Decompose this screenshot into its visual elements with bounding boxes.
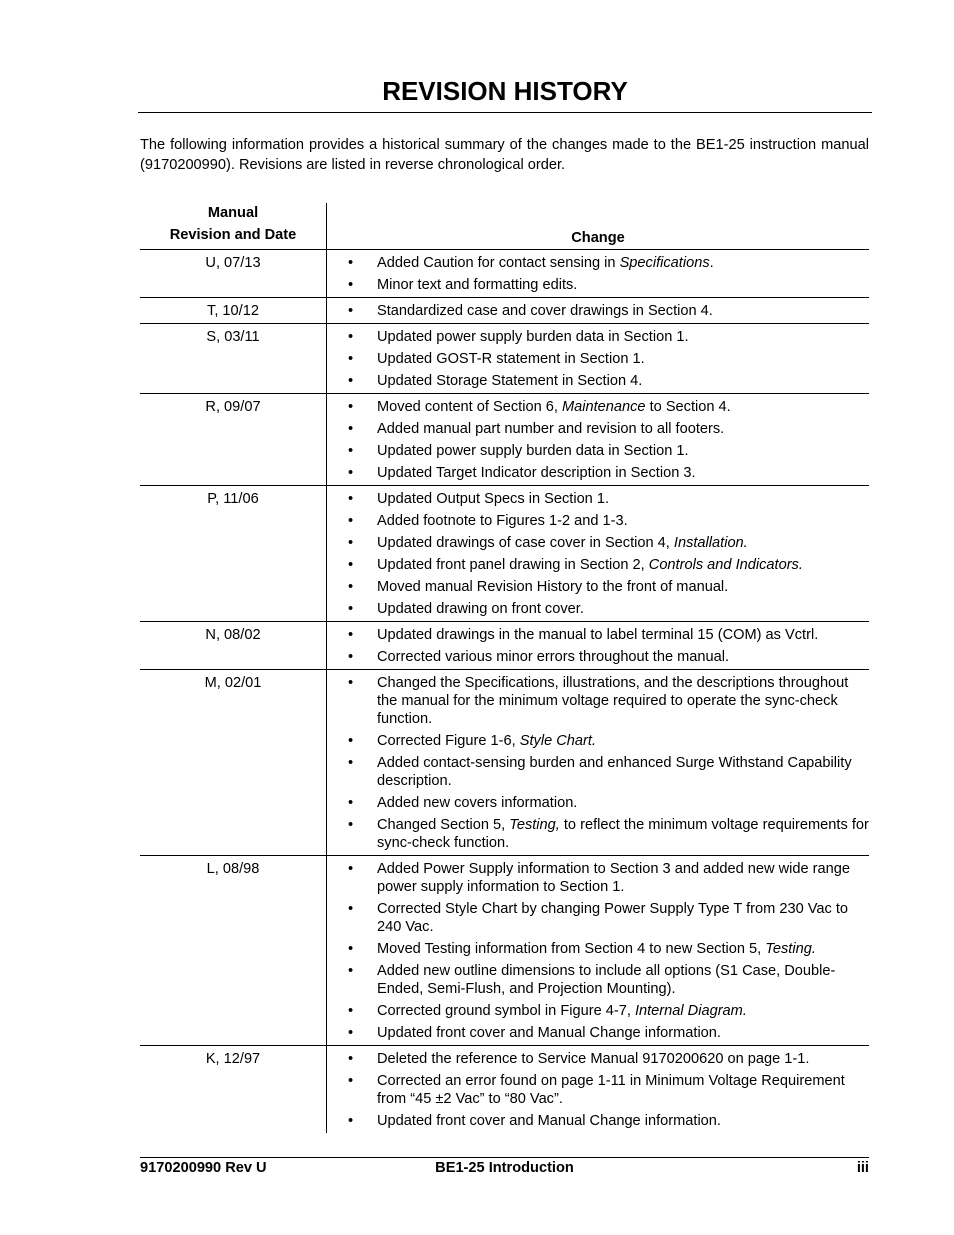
- change-item: [327, 578, 869, 596]
- change-item: [327, 1024, 869, 1042]
- table-row: [140, 486, 869, 622]
- table-row: [140, 394, 869, 486]
- change-cell: [327, 298, 869, 323]
- page-footer: [140, 1160, 869, 1180]
- revision-date-cell: P, 11/06: [140, 486, 327, 621]
- bullet-icon: •: [348, 627, 354, 643]
- change-text-italic: Testing.: [765, 941, 816, 957]
- change-text-italic: Controls and Indicators.: [648, 557, 803, 573]
- bullet-icon: •: [348, 421, 354, 437]
- change-text: Added Caution for contact sensing in: [377, 255, 620, 271]
- header-revision-date: [140, 203, 327, 249]
- change-text: Updated drawings in the manual to label terminal 15 (COM) as Vctrl.: [377, 627, 819, 643]
- change-item: [327, 962, 869, 998]
- change-item: [327, 754, 869, 790]
- bullet-icon: •: [348, 733, 354, 749]
- table-row: [140, 670, 869, 856]
- change-text: to Section 4.: [645, 399, 731, 415]
- revision-date-cell: M, 02/01: [140, 670, 327, 855]
- change-item: [327, 490, 869, 508]
- change-item: [327, 556, 869, 574]
- change-text: Updated GOST-R statement in Section 1.: [377, 351, 645, 367]
- change-text: Changed the Specifications, illustrations, and the descriptions throughout the manual for the minimum voltage required to operate the sync-check function.: [377, 675, 849, 727]
- header-change: Change: [571, 230, 625, 246]
- revision-date-cell: S, 03/11: [140, 324, 327, 393]
- change-text: Updated Storage Statement in Section 4.: [377, 373, 643, 389]
- footer-doc-number: 9170200990 Rev U: [140, 1160, 267, 1176]
- change-text: Added new outline dimensions to include all options (S1 Case, Double-Ended, Semi-Flush, and Projection Mounting).: [377, 963, 836, 997]
- change-text: Updated Output Specs in Section 1.: [377, 491, 610, 507]
- table-row: [140, 1046, 869, 1133]
- revision-date-cell: R, 09/07: [140, 394, 327, 485]
- change-text: Moved manual Revision History to the front of manual.: [377, 579, 729, 595]
- change-text: Added new covers information.: [377, 795, 578, 811]
- change-text: Updated drawings of case cover in Section 4,: [377, 535, 674, 551]
- bullet-icon: •: [348, 373, 354, 389]
- change-item: [327, 1112, 869, 1130]
- revision-date-cell: T, 10/12: [140, 298, 327, 323]
- change-text: Added manual part number and revision to all footers.: [377, 421, 725, 437]
- change-text: Corrected various minor errors throughout the manual.: [377, 649, 730, 665]
- change-item: [327, 464, 869, 482]
- bullet-icon: •: [348, 535, 354, 551]
- bullet-icon: •: [348, 675, 354, 691]
- bullet-icon: •: [348, 351, 354, 367]
- change-text: Updated front cover and Manual Change information.: [377, 1025, 721, 1041]
- bullet-icon: •: [348, 1051, 354, 1067]
- change-item: [327, 940, 869, 958]
- bullet-icon: •: [348, 1113, 354, 1129]
- change-text: Updated front cover and Manual Change information.: [377, 1113, 721, 1129]
- change-cell: [327, 250, 869, 297]
- footer-page-number: iii: [856, 1160, 869, 1176]
- bullet-icon: •: [348, 513, 354, 529]
- change-text: Added contact-sensing burden and enhanced Surge Withstand Capability description.: [377, 755, 852, 789]
- bullet-icon: •: [348, 1073, 354, 1089]
- change-item: [327, 398, 869, 416]
- change-text: Corrected Figure 1-6,: [377, 733, 520, 749]
- change-item: [327, 626, 869, 644]
- bullet-icon: •: [348, 329, 354, 345]
- change-text: Added Power Supply information to Section 3 and added new wide range power supply information to Section 1.: [377, 861, 850, 895]
- bullet-icon: •: [348, 491, 354, 507]
- change-text: Updated front panel drawing in Section 2,: [377, 557, 649, 573]
- change-text: Minor text and formatting edits.: [377, 277, 578, 293]
- revision-table: [140, 203, 869, 1133]
- change-cell: [327, 486, 869, 621]
- change-text: Corrected Style Chart by changing Power Supply Type T from 230 Vac to 240 Vac.: [377, 901, 849, 935]
- change-item: [327, 732, 869, 750]
- revision-date-cell: U, 07/13: [140, 250, 327, 297]
- change-text: .: [709, 255, 714, 271]
- bullet-icon: •: [348, 557, 354, 573]
- bullet-icon: •: [348, 255, 354, 271]
- bullet-icon: •: [348, 399, 354, 415]
- change-text: Updated power supply burden data in Section 1.: [377, 443, 689, 459]
- change-text: Updated Target Indicator description in Section 3.: [377, 465, 696, 481]
- change-item: [327, 860, 869, 896]
- bullet-icon: •: [348, 941, 354, 957]
- table-row: [140, 250, 869, 298]
- bullet-icon: •: [348, 1025, 354, 1041]
- change-item: [327, 816, 869, 852]
- change-item: [327, 534, 869, 552]
- change-item: [327, 328, 869, 346]
- bullet-icon: •: [348, 795, 354, 811]
- change-cell: [327, 1046, 869, 1133]
- bullet-icon: •: [348, 277, 354, 293]
- change-text-italic: Specifications: [619, 255, 710, 271]
- change-item: [327, 1002, 869, 1020]
- revision-date-cell: K, 12/97: [140, 1046, 327, 1133]
- change-text: Changed Section 5,: [377, 817, 510, 833]
- footer-section-title: BE1-25 Introduction: [435, 1160, 574, 1176]
- table-header: [140, 203, 869, 250]
- change-text-italic: Style Chart.: [519, 733, 597, 749]
- table-row: [140, 324, 869, 394]
- change-item: [327, 1050, 869, 1068]
- bullet-icon: •: [348, 1003, 354, 1019]
- change-cell: [327, 324, 869, 393]
- change-item: [327, 302, 869, 320]
- change-cell: [327, 670, 869, 855]
- footer-divider: [140, 1157, 869, 1158]
- change-item: [327, 276, 869, 294]
- bullet-icon: •: [348, 303, 354, 319]
- header-date-line1: Manual: [207, 205, 259, 221]
- change-item: [327, 794, 869, 812]
- change-item: [327, 600, 869, 618]
- bullet-icon: •: [348, 443, 354, 459]
- bullet-icon: •: [348, 963, 354, 979]
- revision-date-cell: L, 08/98: [140, 856, 327, 1045]
- bullet-icon: •: [348, 861, 354, 877]
- bullet-icon: •: [348, 817, 354, 833]
- page-title: REVISION HISTORY: [382, 76, 628, 106]
- header-date-line2: Revision and Date: [169, 227, 297, 243]
- revision-date-cell: N, 08/02: [140, 622, 327, 669]
- bullet-icon: •: [348, 901, 354, 917]
- bullet-icon: •: [348, 755, 354, 771]
- bullet-icon: •: [348, 465, 354, 481]
- change-text: Deleted the reference to Service Manual 9170200620 on page 1-1.: [377, 1051, 810, 1067]
- title-divider: [138, 112, 872, 113]
- bullet-icon: •: [348, 601, 354, 617]
- change-item: [327, 372, 869, 390]
- change-item: [327, 648, 869, 666]
- change-text: Added footnote to Figures 1-2 and 1-3.: [377, 513, 628, 529]
- bullet-icon: •: [348, 649, 354, 665]
- change-item: [327, 254, 869, 272]
- change-cell: [327, 622, 869, 669]
- change-text: Moved Testing information from Section 4 to new Section 5,: [377, 941, 766, 957]
- table-row: [140, 856, 869, 1046]
- change-text: Updated drawing on front cover.: [377, 601, 584, 617]
- change-text: Updated power supply burden data in Section 1.: [377, 329, 689, 345]
- change-item: [327, 900, 869, 936]
- change-text: Corrected an error found on page 1-11 in Minimum Voltage Requirement from “45 ±2 Vac” to “80 Vac”.: [377, 1073, 845, 1107]
- change-cell: [327, 394, 869, 485]
- change-text: to reflect the minimum voltage requirements for sync-check function.: [377, 817, 869, 851]
- bullet-icon: •: [348, 579, 354, 595]
- change-cell: [327, 856, 869, 1045]
- change-text: Standardized case and cover drawings in Section 4.: [377, 303, 713, 319]
- change-item: [327, 442, 869, 460]
- change-text: Corrected ground symbol in Figure 4-7,: [377, 1003, 635, 1019]
- table-row: [140, 298, 869, 324]
- table-body: [140, 250, 869, 1133]
- change-text-italic: Maintenance: [561, 399, 646, 415]
- change-item: [327, 420, 869, 438]
- change-item: [327, 674, 869, 728]
- change-text: Moved content of Section 6,: [377, 399, 562, 415]
- change-item: [327, 350, 869, 368]
- change-item: [327, 512, 869, 530]
- change-text-italic: Installation.: [673, 535, 748, 551]
- change-text-italic: Internal Diagram.: [634, 1003, 747, 1019]
- change-text-italic: Testing,: [509, 817, 560, 833]
- intro-paragraph: The following information provides a historical summary of the changes made to the BE1-25 instruction manual (9170200990). Revisions are listed in reverse chronological order.: [140, 137, 869, 173]
- change-item: [327, 1072, 869, 1108]
- table-row: [140, 622, 869, 670]
